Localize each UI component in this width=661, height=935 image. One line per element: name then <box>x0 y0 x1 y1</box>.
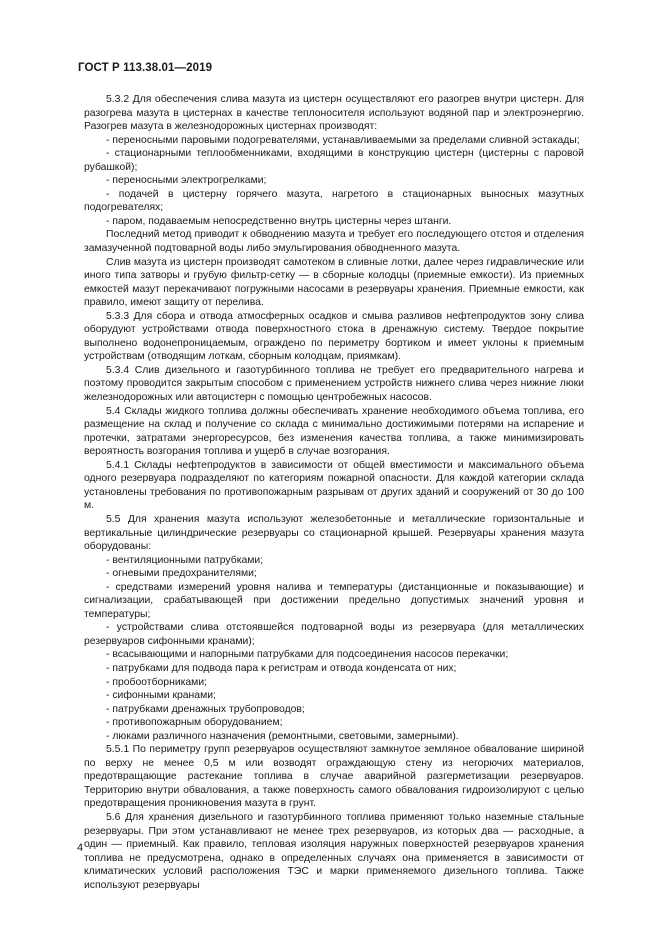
paragraph: 5.3.3 Для сбора и отвода атмосферных осадков и смыва разливов нефтепродуктов зону слива оборудуют устройствами отвода поверхностного стока в дренажную систему. Твердое покрытие выполнено водонепроницаемым, ограждено по периметру бортиком и имеет уклоны к приемным устройствам (отводящим лоткам, сборным колодцам, приямкам). <box>84 310 584 363</box>
paragraph: 5.5 Для хранения мазута используют железобетонные и металлические горизонтальные и вертикальные цилиндрические резервуары со стационарной крышей. Резервуары хранения мазута оборудованы: <box>84 513 584 553</box>
list-item: - средствами измерений уровня налива и температуры (дистанционные и показывающие) и сигнализации, срабатывающей при достижении предельно допустимых значений уровня и температуры; <box>84 581 584 620</box>
list-item: - стационарными теплообменниками, входящими в конструкцию цистерн (цистерны с паровой рубашкой); <box>84 148 584 173</box>
document-body <box>84 93 584 892</box>
page-number: 4 <box>77 842 84 854</box>
paragraph: 5.4 Склады жидкого топлива должны обеспечивать хранение необходимого объема топлива, его размещение на склад и получение со склада с минимально достижимыми потерями на испарение и протечки, затратами энергоресурсов, без изменения качества топлива, а также минимизировать вероятность возгорания топлива и ущерб в случае возгорания. <box>84 405 584 458</box>
list-item: - пробоотборниками; <box>106 676 208 688</box>
list-item: - подачей в цистерну горячего мазута, нагретого в стационарных выносных мазутных подогревателях; <box>84 188 584 214</box>
list-item: - противопожарным оборудованием; <box>106 717 283 729</box>
list-item: - сифонными кранами; <box>106 690 216 702</box>
list-item: - всасывающими и напорными патрубками для подсоединения насосов перекачки; <box>106 649 509 661</box>
list-item: - вентиляционными патрубками; <box>106 554 264 566</box>
paragraph: 5.3.4 Слив дизельного и газотурбинного топлива не требует его предварительного нагрева и поэтому проводится закрытым способом с применением устройств нижнего слива через нижние люки железнодорожных или автоцистерн с помощью центробежных насосов. <box>84 364 584 404</box>
paragraph: Последний метод приводит к обводнению мазута и требует его последующего отстоя и отделения замазученной подтоварной воды либо эмульгирования обводненного мазута. <box>84 229 584 255</box>
paragraph: 5.6 Для хранения дизельного и газотурбинного топлива применяют только наземные стальные резервуары. При этом устанавливают не менее трех резервуаров, из которых два — расходные, а один — приемный. Как правило, тепловая изоляция наружных поверхностей резервуаров хранения топлива не предусмотрена, однако в определенных случаях она применяется в зависимости от климатических условий расположения ТЭС и марки применяемого дизельного топлива. Также используют резервуары <box>84 811 584 891</box>
list-item: - патрубками для подвода пара к регистрам и отвода конденсата от них; <box>106 662 457 674</box>
paragraph: 5.3.2 Для обеспечения слива мазута из цистерн осуществляют его разогрев внутри цистерн. Для разогрева мазута в цистернах в качестве теплоносителя используют водяной пар и электроэнергию. Разогрев мазута в железнодорожных цистернах производят: <box>84 94 584 133</box>
paragraph: 5.5.1 По периметру групп резервуаров осуществляют замкнутое земляное обвалование шириной по верху не менее 0,5 м или возводят ограждающую стену из негорючих материалов, предотвращающие растекание топлива в случае аварийной разгерметизации резервуаров. Территорию внутри обвалования, а также поверхность самого обвалования гидроизолируют с целью предотвращения проникновения мазута в грунт. <box>84 744 584 810</box>
document-header: ГОСТ Р 113.38.01—2019 <box>78 62 213 74</box>
list-item: - переносными электрогрелками; <box>106 175 267 187</box>
list-item: - люками различного назначения (ремонтными, световыми, замерными). <box>106 730 459 742</box>
list-item: - огневыми предохранителями; <box>106 568 257 580</box>
list-item: - паром, подаваемым непосредственно внутрь цистерны через штанги. <box>106 215 452 227</box>
list-item: - переносными паровыми подогревателями, устанавливаемыми за пределами сливной эстакады; <box>106 134 580 146</box>
paragraph: Слив мазута из цистерн производят самотеком в сливные лотки, далее через гидравлические или иного типа затворы и грубую фильтр-сетку — в сборные колодцы (приемные емкости). Из приемных емкостей мазут перекачивают погружными насосами в резервуары хранения. Приемные емкости, как правило, имеют защиту от перелива. <box>84 256 584 309</box>
paragraph: 5.4.1 Склады нефтепродуктов в зависимости от общей вместимости и максимального объема одного резервуара подразделяют по категориям пожарной опасности. Для каждой категории склада установлены требования по противопожарным разрывам от других зданий и сооружений от 30 до 100 м. <box>84 459 584 512</box>
list-item: - устройствами слива отстоявшейся подтоварной воды из резервуара (для металлических резервуаров сифонными кранами); <box>84 622 584 647</box>
list-item: - патрубками дренажных трубопроводов; <box>106 703 305 715</box>
